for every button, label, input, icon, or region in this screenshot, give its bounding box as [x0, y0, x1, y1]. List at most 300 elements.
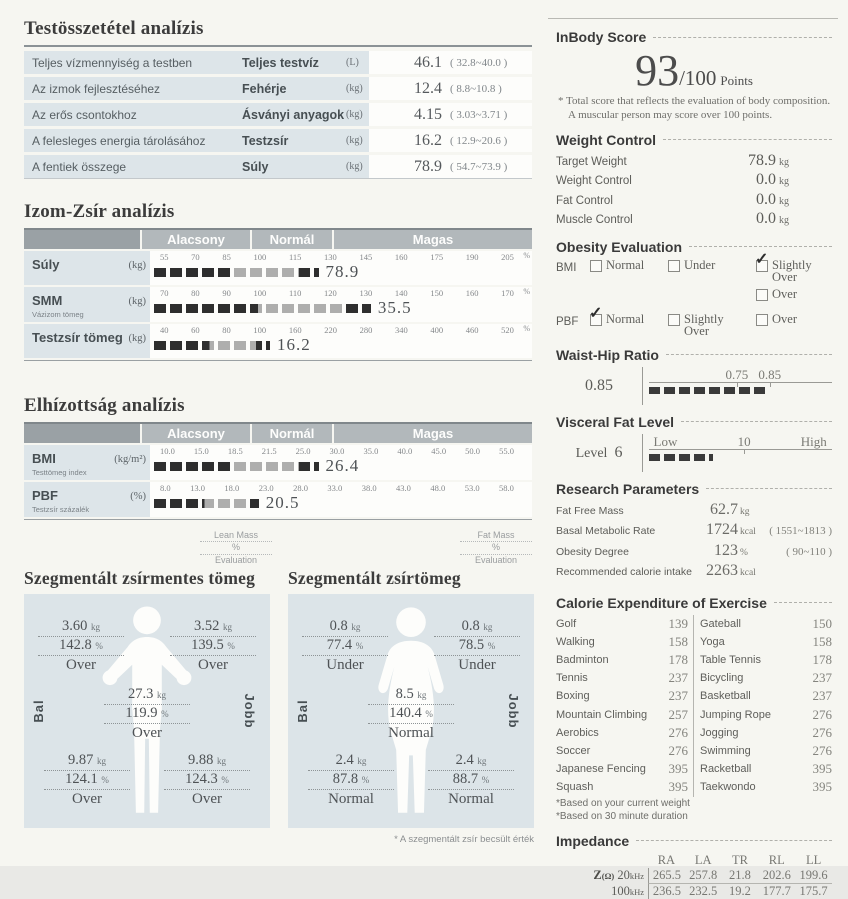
exercise-name: Table Tennis — [700, 653, 761, 666]
metric-name: BMI — [32, 451, 56, 466]
kg-unit: kg — [91, 621, 100, 632]
right-arm-values — [434, 618, 520, 674]
gauge-tick — [737, 383, 738, 387]
wc-unit: kg — [779, 156, 789, 168]
research-row — [556, 542, 832, 563]
metric-subname: Testzsír százalék — [32, 505, 90, 514]
scale-tick: 220 — [324, 325, 337, 335]
rp-value: 2263 — [706, 562, 738, 579]
pct-unit: % — [487, 640, 496, 651]
checkbox[interactable] — [668, 314, 680, 326]
header-high: Magas — [334, 424, 532, 443]
row-range: ( 3.03~3.71 ) — [450, 108, 508, 121]
composition-table — [24, 45, 532, 179]
segment-pct: 87.8 — [332, 770, 359, 787]
exercise-name: Jumping Rope — [700, 708, 771, 721]
calorie-expenditure-heading — [556, 595, 832, 611]
exercise-name: Taekwondo — [700, 781, 756, 794]
exercise-cell — [700, 742, 832, 760]
scale-tick: 145 — [359, 252, 373, 262]
left-leg-values — [308, 752, 394, 808]
bmi-option-slightly-over — [755, 250, 832, 284]
impedance-row-20khz — [556, 868, 832, 884]
exercise-name: Badminton — [556, 653, 609, 666]
exercise-cell — [556, 706, 694, 724]
exercise-note: *Based on your current weight — [556, 797, 690, 809]
exercise-cell — [700, 706, 832, 724]
waist-hip-gauge-row — [556, 367, 832, 405]
rp-value: 123 — [714, 541, 738, 559]
impedance-value: 257.8 — [685, 868, 722, 884]
row-value: 4.15 — [414, 105, 442, 123]
right-leg-values — [428, 752, 514, 808]
rp-unit: kcal — [740, 527, 756, 537]
exercise-row — [556, 687, 832, 705]
note-line: % — [200, 542, 272, 554]
row-name: Fehérje — [242, 81, 287, 96]
khz-unit: kHz — [629, 870, 644, 881]
vfl-gauge — [642, 434, 832, 472]
right-arm-values — [170, 618, 256, 674]
obesity-evaluation-heading — [556, 239, 832, 255]
exercise-note: *Based on 30 minute duration — [556, 811, 688, 823]
row-range: ( 12.9~20.6 ) — [450, 134, 508, 147]
exercise-kcal: 158 — [668, 633, 688, 649]
rp-unit: kg — [740, 506, 750, 517]
exercise-kcal: 150 — [812, 615, 832, 631]
composition-row — [24, 129, 532, 152]
option-label: Over — [772, 311, 797, 326]
side-label-left: Bal — [295, 699, 311, 723]
obesity-chart — [24, 422, 532, 520]
segment-pct: 142.8 — [59, 636, 92, 653]
pbf-evaluation-row — [556, 304, 832, 338]
bar-line — [154, 263, 528, 281]
heading-text: Research Parameters — [556, 480, 700, 497]
vfl-gauge-labels — [649, 434, 832, 448]
scale-tick: 460 — [465, 325, 479, 335]
imp-row-label — [556, 884, 648, 899]
exercise-cell — [556, 687, 694, 705]
left-arm-values — [38, 618, 124, 674]
segmental-lean-box — [24, 594, 270, 828]
option-label: Slightly — [684, 311, 724, 326]
segmental-notes — [24, 530, 532, 566]
exercise-row — [556, 742, 832, 760]
lean-mass-note — [200, 530, 272, 566]
scale-tick: 35.0 — [363, 446, 379, 456]
exercise-row — [556, 651, 832, 669]
wc-label: Fat Control — [556, 194, 613, 207]
imp-spacer — [556, 853, 648, 868]
scale-tick: 160 — [288, 325, 302, 335]
heading-text: Visceral Fat Level — [556, 413, 675, 430]
rp-range: ( 90~110 ) — [786, 545, 832, 558]
scale-tick: 340 — [394, 325, 408, 335]
header-spacer — [24, 424, 140, 443]
chart-row-label — [24, 251, 150, 285]
segment-eval: Over — [198, 656, 228, 673]
exercise-cell — [700, 633, 832, 651]
pct-unit: % — [355, 640, 364, 651]
exercise-cell — [556, 633, 694, 651]
gauge-tick — [744, 450, 745, 454]
exercise-name: Tennis — [556, 672, 588, 685]
exercise-row — [556, 724, 832, 742]
row-range: ( 32.8~40.0 ) — [450, 56, 508, 69]
scale-tick: 100 — [253, 252, 267, 262]
scale-tick: 280 — [359, 325, 373, 335]
exercise-name: Aerobics — [556, 726, 599, 739]
segmental-lean-section — [24, 568, 270, 845]
scale-tick: 48.0 — [430, 483, 446, 493]
bar-line — [154, 457, 528, 475]
chart-row-smm — [24, 287, 532, 322]
weight-control-row — [556, 210, 832, 230]
checkbox[interactable] — [668, 260, 680, 272]
wc-label: Muscle Control — [556, 214, 633, 226]
segment-kg: 3.60 — [62, 617, 88, 634]
chart-row-weight — [24, 251, 532, 285]
scale-tick: 140 — [394, 288, 408, 298]
bmi-option-over — [756, 288, 832, 301]
exercise-name: Basketball — [700, 690, 751, 703]
imp-col: LL — [805, 852, 822, 867]
chart-row-label — [24, 287, 150, 322]
exercise-kcal: 139 — [668, 615, 688, 631]
exercise-kcal: 395 — [812, 761, 832, 777]
scale-tick: 100 — [253, 288, 267, 298]
exercise-name: Squash — [556, 781, 594, 794]
metric-unit: (kg) — [128, 296, 146, 307]
vfl-bar — [649, 454, 713, 461]
scale-tick: 8.0 — [160, 483, 171, 493]
whr-tick-085: 0.85 — [758, 366, 782, 382]
exercise-row — [556, 633, 832, 651]
impedance-value: 177.7 — [762, 883, 791, 898]
segment-kg: 2.4 — [335, 751, 354, 768]
chart-row-label — [24, 445, 150, 480]
exercise-kcal: 237 — [812, 670, 832, 686]
whr-gauge-labels — [649, 367, 832, 381]
segment-pct: 77.4 — [326, 636, 353, 653]
vfl-low-label: Low — [653, 433, 678, 449]
impedance-value: 202.6 — [758, 868, 795, 884]
exercise-cell — [556, 651, 694, 669]
metric-name: PBF — [32, 488, 58, 503]
segmental-fat-title: Szegmentált zsírtömeg — [288, 567, 461, 588]
bar-value: 26.4 — [325, 456, 360, 475]
exercise-name: Boxing — [556, 690, 590, 703]
exercise-row — [556, 669, 832, 687]
vfl-high-label: High — [800, 433, 827, 449]
exercise-name: Walking — [556, 635, 595, 648]
left-leg-values — [44, 752, 130, 808]
check-mark: ✓ — [755, 250, 769, 268]
whr-value: 0.85 — [585, 376, 613, 394]
segment-pct: 124.3 — [185, 770, 218, 787]
pct-unit: % — [161, 708, 169, 719]
checkbox[interactable] — [755, 250, 769, 272]
research-row — [556, 521, 832, 542]
exercise-kcal: 276 — [812, 742, 832, 758]
bmi-label: BMI — [556, 261, 577, 274]
value-bar — [154, 499, 259, 508]
row-name: Súly — [242, 159, 269, 174]
bar-value: 16.2 — [276, 335, 311, 354]
kg-unit: kg — [477, 755, 487, 766]
note-line: Evaluation — [474, 554, 518, 565]
segmental-lean-title: Szegmentált zsírmentes tömeg — [24, 567, 256, 588]
wc-unit: kg — [779, 195, 789, 207]
bar-line — [154, 299, 528, 317]
metric-unit: (kg/m²) — [114, 454, 146, 465]
segment-kg: 8.5 — [395, 685, 414, 702]
row-name: Teljes testvíz — [242, 55, 319, 70]
chart-row-bodyfat — [24, 324, 532, 358]
exercise-cell — [556, 669, 694, 687]
vfl-level-label: Level — [575, 445, 608, 461]
exercise-kcal: 257 — [668, 706, 688, 722]
exercise-cell — [700, 669, 832, 687]
pct-unit: % — [481, 774, 490, 785]
checkbox[interactable] — [590, 260, 602, 272]
option-label: Under — [684, 257, 716, 272]
metric-unit: (kg) — [128, 333, 146, 344]
metric-name: Testzsír tömeg — [32, 330, 123, 345]
impedance-header — [556, 853, 832, 868]
scale-tick: 130 — [324, 252, 337, 262]
right-leg-values — [164, 752, 250, 808]
scale-tick: 520 — [501, 325, 514, 335]
rp-value: 1724 — [706, 521, 738, 538]
exercise-kcal: 276 — [668, 742, 688, 758]
segment-kg: 2.4 — [455, 751, 474, 768]
row-description: A fentiek összege — [32, 159, 127, 174]
scale-tick: 90 — [222, 288, 231, 298]
bmi-option-under — [668, 259, 756, 272]
exercise-kcal: 178 — [668, 651, 688, 667]
impedance-value: 236.5 — [648, 884, 685, 899]
chart-area — [150, 287, 532, 322]
scale-tick: 43.0 — [396, 483, 411, 493]
rp-label: Basal Metabolic Rate — [556, 525, 656, 537]
heading-text: InBody Score — [556, 29, 647, 45]
scale-tick: 80 — [222, 325, 231, 335]
gauge-baseline — [649, 382, 832, 383]
segment-eval: Normal — [448, 790, 494, 807]
exercise-name: Mountain Climbing — [556, 708, 648, 721]
pct-unit: % — [95, 640, 103, 651]
option-label: Over — [772, 286, 797, 301]
exercise-kcal: 158 — [812, 633, 832, 649]
imp-col: RL — [768, 852, 785, 867]
row-description: Az izmok fejlesztéséhez — [32, 81, 161, 96]
segment-eval: Over — [66, 656, 96, 673]
trunk-values — [368, 686, 454, 742]
wc-unit: kg — [779, 176, 789, 187]
muscle-fat-chart — [24, 228, 532, 361]
scale-tick: 70 — [191, 252, 200, 262]
exercise-name: Japanese Fencing — [556, 763, 646, 776]
exercise-cell — [700, 651, 832, 669]
pct-unit: % — [221, 774, 229, 785]
rp-unit: % — [740, 547, 748, 558]
imp-col: LA — [694, 852, 712, 867]
exercise-name: Jogging — [700, 726, 739, 739]
note-line: Fat Mass — [460, 530, 532, 542]
scale-tick: 28.0 — [293, 483, 308, 493]
exercise-name: Golf — [556, 617, 577, 630]
rp-label: Recommended calorie intake — [556, 566, 692, 578]
bmi-option-stack — [755, 250, 832, 305]
tick-row — [154, 483, 528, 494]
note-line: Evaluation — [214, 554, 258, 565]
check-mark: ✓ — [589, 304, 603, 322]
exercise-name: Gateball — [700, 617, 741, 630]
whr-gauge — [642, 367, 832, 405]
kg-unit: kg — [351, 621, 361, 632]
wc-value: 78.9 — [748, 151, 776, 169]
chart-area — [150, 482, 532, 517]
impedance-value: 199.6 — [795, 868, 832, 884]
exercise-row — [556, 615, 832, 633]
heading-text: Impedance — [556, 832, 630, 849]
percent-mark: % — [523, 287, 530, 296]
row-range: ( 8.8~10.8 ) — [450, 82, 502, 95]
exercise-cell — [700, 724, 832, 742]
tick-row — [154, 288, 528, 299]
header-low: Alacsony — [142, 424, 250, 443]
rp-label: Obesity Degree — [556, 545, 629, 558]
metric-unit: (%) — [130, 491, 146, 502]
exercise-kcal: 276 — [668, 724, 688, 740]
segmental-sections — [24, 568, 532, 845]
wc-label: Weight Control — [556, 175, 632, 187]
score-note: * Total score that reflects the evaluation of body composition. A muscular person may score over 100 points. — [558, 95, 831, 121]
scale-tick: 60 — [191, 325, 200, 335]
row-unit: (L) — [346, 57, 359, 68]
side-label-left: Bal — [31, 699, 47, 723]
segment-kg: 0.8 — [329, 617, 348, 634]
wc-label: Target Weight — [556, 155, 627, 168]
segment-kg: 9.88 — [188, 751, 214, 768]
checkbox[interactable] — [589, 304, 603, 326]
scale-tick: 23.0 — [258, 483, 274, 493]
exercise-name: Bicycling — [700, 672, 744, 685]
weight-control-row — [556, 152, 832, 172]
option-label: Over — [684, 324, 709, 338]
pbf-label: PBF — [556, 315, 579, 328]
exercise-row — [556, 760, 832, 778]
exercise-cell — [556, 742, 694, 760]
khz-unit: kHz — [629, 886, 644, 897]
segment-kg: 27.3 — [128, 685, 154, 702]
exercise-cell — [700, 687, 832, 705]
note-line: Lean Mass — [200, 530, 272, 542]
chart-area — [150, 445, 532, 480]
gauge-tick — [770, 383, 771, 387]
scale-tick: 18.5 — [227, 446, 243, 456]
value-bar — [154, 268, 319, 277]
checkbox[interactable] — [756, 289, 768, 301]
scale-tick: 58.0 — [499, 483, 514, 493]
research-row — [556, 562, 832, 583]
exercise-kcal: 237 — [812, 688, 832, 704]
exercise-cell — [556, 724, 694, 742]
chart-row-label — [24, 324, 150, 358]
metric-subname: Vázizom tömeg — [32, 310, 84, 319]
impedance-value: 265.5 — [648, 868, 685, 884]
chart-row-bmi — [24, 445, 532, 480]
scale-tick: 30.0 — [329, 446, 345, 456]
row-unit: (kg) — [346, 135, 363, 146]
gauge-baseline — [649, 449, 832, 450]
header-low: Alacsony — [142, 230, 250, 249]
header-normal: Normál — [252, 424, 332, 443]
obesity-title: Elhízottság analízis — [24, 395, 185, 416]
metric-name: Súly — [32, 257, 60, 272]
composition-row — [24, 103, 532, 126]
exercise-kcal: 276 — [812, 724, 832, 740]
exercise-kcal: 395 — [668, 761, 688, 777]
segment-eval: Under — [458, 656, 496, 673]
row-description: Az erős csontokhoz — [32, 107, 137, 122]
segment-eval: Over — [132, 724, 162, 741]
scale-tick: 100 — [253, 325, 267, 335]
exercise-kcal: 178 — [812, 651, 832, 667]
segment-pct: 78.5 — [458, 636, 485, 653]
exercise-name: Racketball — [700, 763, 752, 776]
exercise-kcal: 237 — [668, 688, 688, 704]
row-value: 78.9 — [414, 157, 442, 175]
header-high: Magas — [334, 230, 532, 249]
scale-tick: 45.0 — [431, 446, 447, 456]
pct-unit: % — [101, 774, 109, 785]
research-row — [556, 501, 832, 522]
percent-mark: % — [523, 324, 530, 333]
segmental-fat-box — [288, 594, 534, 828]
impedance-value: 19.2 — [729, 883, 751, 898]
trunk-values — [104, 686, 190, 742]
visceral-fat-gauge-row — [556, 434, 832, 472]
wc-value: 0.0 — [756, 190, 776, 208]
row-value: 12.4 — [414, 79, 442, 97]
option-label: Normal — [606, 257, 645, 272]
heading-text: Obesity Evaluation — [556, 238, 683, 255]
metric-subname: Testtömeg index — [32, 468, 87, 477]
scale-tick: 15.0 — [193, 446, 209, 456]
scale-tick: 120 — [324, 288, 337, 298]
z-symbol: Z — [593, 867, 602, 882]
score-number: 93 — [635, 46, 680, 95]
scale-tick: 70 — [160, 288, 169, 298]
ohm-symbol: (Ω) — [601, 870, 615, 881]
chart-header — [24, 424, 532, 443]
exercise-cell — [556, 760, 694, 778]
bar-value: 35.5 — [377, 298, 412, 317]
chart-area — [150, 324, 532, 358]
row-unit: (kg) — [346, 161, 363, 172]
rp-value: 62.7 — [710, 500, 738, 518]
checkbox[interactable] — [756, 314, 768, 326]
pct-unit: % — [425, 708, 433, 719]
exercise-row — [556, 706, 832, 724]
exercise-name: Soccer — [556, 744, 591, 757]
heading-text: Calorie Expenditure of Exercise — [556, 594, 767, 611]
scale-tick: 205 — [501, 252, 514, 262]
kg-unit: kg — [217, 755, 226, 766]
